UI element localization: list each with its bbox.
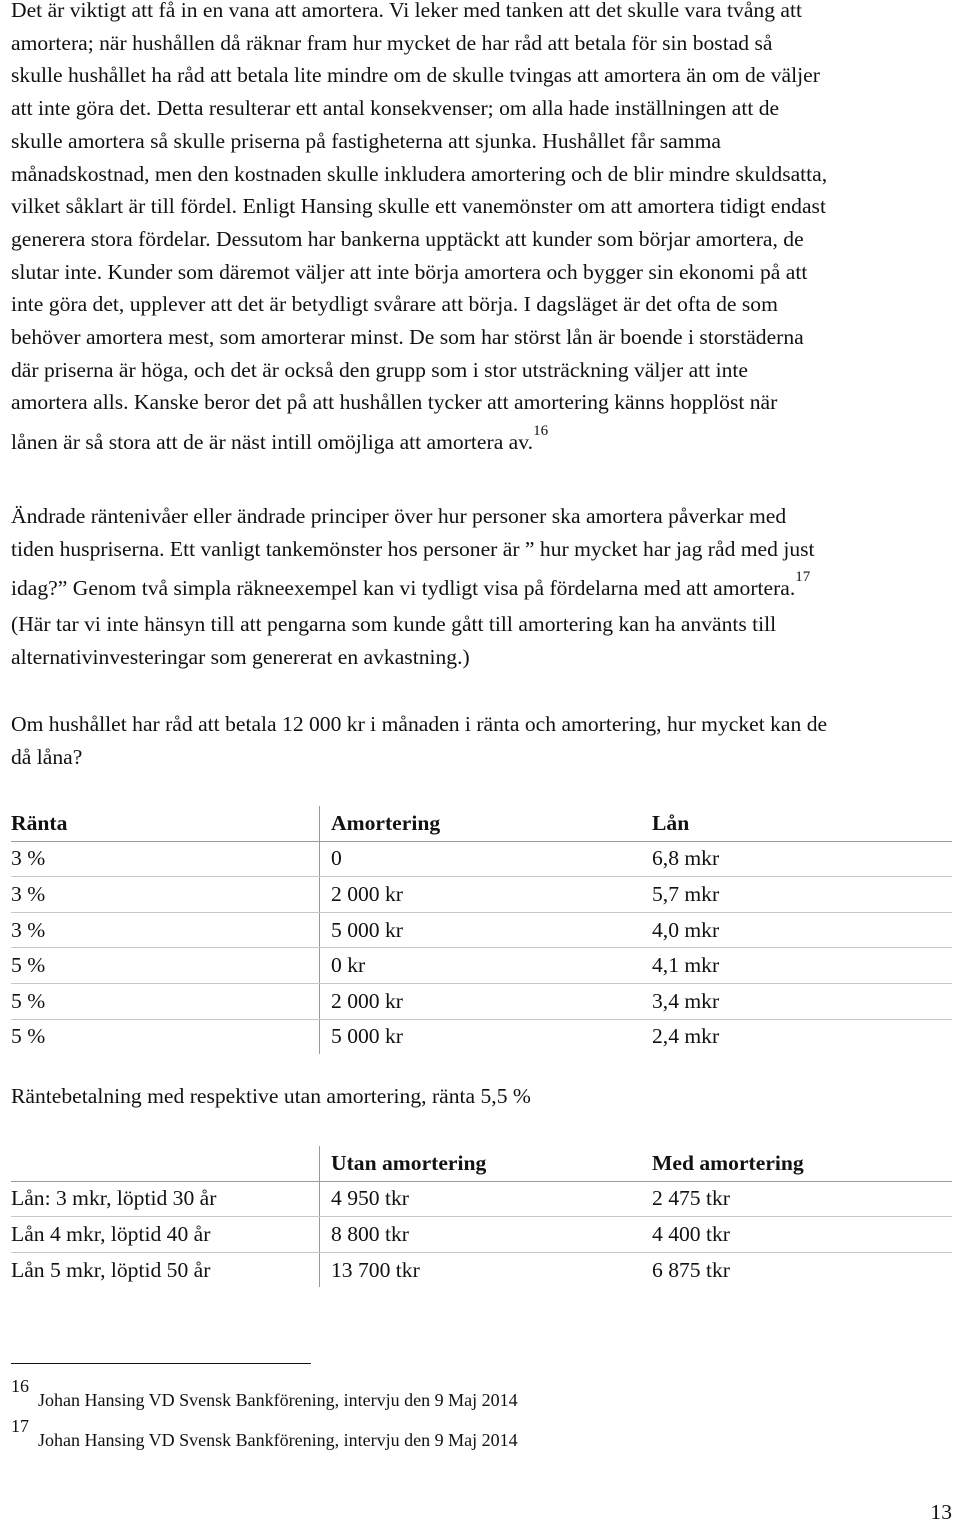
table-row xyxy=(11,1019,952,1054)
text-line: alternativinvesteringar som genererat en avkastning.) xyxy=(11,644,470,669)
table-cell: 2 475 tkr xyxy=(639,1181,952,1217)
table-row xyxy=(11,983,952,1019)
text-line: Det är viktigt att få in en vana att amortera. Vi leker med tanken att det skulle vara tvång att xyxy=(11,0,802,22)
table-cell: Lån 4 mkr, löptid 40 år xyxy=(11,1217,320,1253)
table-cell: 3,4 mkr xyxy=(639,983,952,1019)
table-cell: 3 % xyxy=(11,841,320,877)
footnote-separator xyxy=(11,1363,311,1364)
text-line-content: idag?” Genom två simpla räkneexempel kan vi tydligt visa på fördelarna med att amortera. xyxy=(11,576,796,601)
table-cell: 6 875 tkr xyxy=(652,1257,730,1282)
text-line: tiden huspriserna. Ett vanligt tankemönster hos personer är ” hur mycket har jag råd med just xyxy=(11,536,815,561)
footnote-text: Johan Hansing VD Svensk Bankförening, intervju den 9 Maj 2014 xyxy=(38,1430,518,1450)
table-cell: 5 % xyxy=(11,948,320,984)
table-cell: 4,0 mkr xyxy=(639,912,952,948)
text-line: behöver amortera mest, som amorterar minst. De som har störst lån är boende i storstäderna xyxy=(11,325,804,350)
table-cell: 4 950 tkr xyxy=(320,1181,640,1217)
column-header-amortering: Amortering xyxy=(320,806,640,841)
body-paragraph-2 xyxy=(11,500,956,674)
table-caption xyxy=(11,1080,956,1113)
table-row xyxy=(11,1217,952,1253)
table-cell: 4,1 mkr xyxy=(639,948,952,984)
table-cell: 5 % xyxy=(11,983,320,1019)
column-header-lan: Lån xyxy=(639,806,952,841)
footnote-ref-16[interactable]: 16 xyxy=(533,423,549,440)
text-line: att inte göra det. Detta resulterar ett antal konsekvenser; om alla hade inställningen att de xyxy=(11,96,780,121)
text-line: Ändrade räntenivåer eller ändrade principer över hur personer ska amortera påverkar med xyxy=(11,504,787,528)
text-line: då låna? xyxy=(11,744,83,769)
table-row xyxy=(11,912,952,948)
loan-capacity-table xyxy=(11,806,952,1054)
table-cell: 8 800 tkr xyxy=(320,1217,640,1253)
table-row xyxy=(11,1252,952,1287)
text-line: Om hushållet har råd att betala 12 000 kr i månaden i ränta och amortering, hur mycket kan de xyxy=(11,712,828,736)
text-line: skulle amortera så skulle priserna på fastigheterna att sjunka. Hushållet får samma xyxy=(11,128,721,153)
text-line xyxy=(11,569,956,608)
table-cell: 5,7 mkr xyxy=(639,877,952,913)
text-line: månadskostnad, men den kostnaden skulle inkludera amortering och de blir mindre skuldsatta, xyxy=(11,161,828,186)
table-header-row xyxy=(11,806,952,841)
column-header-ranta: Ränta xyxy=(11,806,320,841)
column-header-med-amortering: Med amortering xyxy=(639,1146,952,1181)
text-line: där priserna är höga, och det är också den grupp som i stor utsträckning väljer att inte xyxy=(11,357,748,382)
table-cell: 3 % xyxy=(11,877,320,913)
table-row xyxy=(11,877,952,913)
table-cell: 6,8 mkr xyxy=(639,841,952,877)
text-line: skulle hushållet ha råd att betala lite mindre om de skulle tvingas att amortera än om de väljer xyxy=(11,63,820,88)
table-row xyxy=(11,841,952,877)
table-cell: Lån 5 mkr, löptid 50 år xyxy=(11,1257,211,1282)
table-cell: 0 xyxy=(320,841,640,877)
table-header-row xyxy=(11,1146,952,1181)
table-cell: 2 000 kr xyxy=(320,877,640,913)
table-row xyxy=(11,1181,952,1217)
table-cell: 4 400 tkr xyxy=(639,1217,952,1253)
text-line-content: lånen är så stora att de är näst intill omöjliga att amortera av. xyxy=(11,430,534,455)
table-cell: 5 000 kr xyxy=(320,1019,640,1054)
text-line: (Här tar vi inte hänsyn till att pengarna som kunde gått till amortering kan ha använts till xyxy=(11,612,777,637)
table-cell: 0 kr xyxy=(320,948,640,984)
interest-payment-table xyxy=(11,1146,952,1287)
table-cell: Lån: 3 mkr, löptid 30 år xyxy=(11,1181,320,1217)
table-cell: 2,4 mkr xyxy=(652,1024,720,1049)
page-number: 13 xyxy=(930,1500,952,1524)
question-paragraph xyxy=(11,708,956,773)
text-line: amortera; när hushållen då räknar fram hur mycket de har råd att betala för sin bostad så xyxy=(11,30,773,55)
column-header-empty xyxy=(11,1146,320,1181)
column-header-utan-amortering: Utan amortering xyxy=(320,1146,640,1181)
text-line: generera stora fördelar. Dessutom har bankerna upptäckt att kunder som börjar amortera, de xyxy=(11,226,804,251)
text-line: vilket såklart är till fördel. Enligt Hansing skulle ett vanemönster om att amortera tidigt endast xyxy=(11,194,826,219)
table-cell: 3 % xyxy=(11,912,320,948)
table-row xyxy=(11,948,952,984)
table-cell: 5 000 kr xyxy=(320,912,640,948)
body-paragraph-1 xyxy=(11,0,956,462)
text-line: slutar inte. Kunder som däremot väljer att inte börja amortera och bygger sin ekonomi på att xyxy=(11,259,808,284)
footnote-ref-17[interactable]: 17 xyxy=(795,569,811,586)
text-line: inte göra det, upplever att det är betydligt svårare att börja. I dagsläget är det ofta de som xyxy=(11,292,778,317)
table-cell: 2 000 kr xyxy=(320,983,640,1019)
text-line: amortera alls. Kanske beror det på att hushållen tycker att amortering känns hopplöst när xyxy=(11,390,778,415)
table-cell: 13 700 tkr xyxy=(320,1252,640,1287)
table-cell: 5 % xyxy=(11,1024,46,1049)
text-line xyxy=(11,423,956,462)
text-line: Räntebetalning med respektive utan amortering, ränta 5,5 % xyxy=(11,1084,531,1108)
footnote-text: Johan Hansing VD Svensk Bankförening, intervju den 9 Maj 2014 xyxy=(38,1390,518,1410)
footnote-number: 16 xyxy=(11,1376,29,1396)
footnote-number: 17 xyxy=(11,1416,29,1436)
